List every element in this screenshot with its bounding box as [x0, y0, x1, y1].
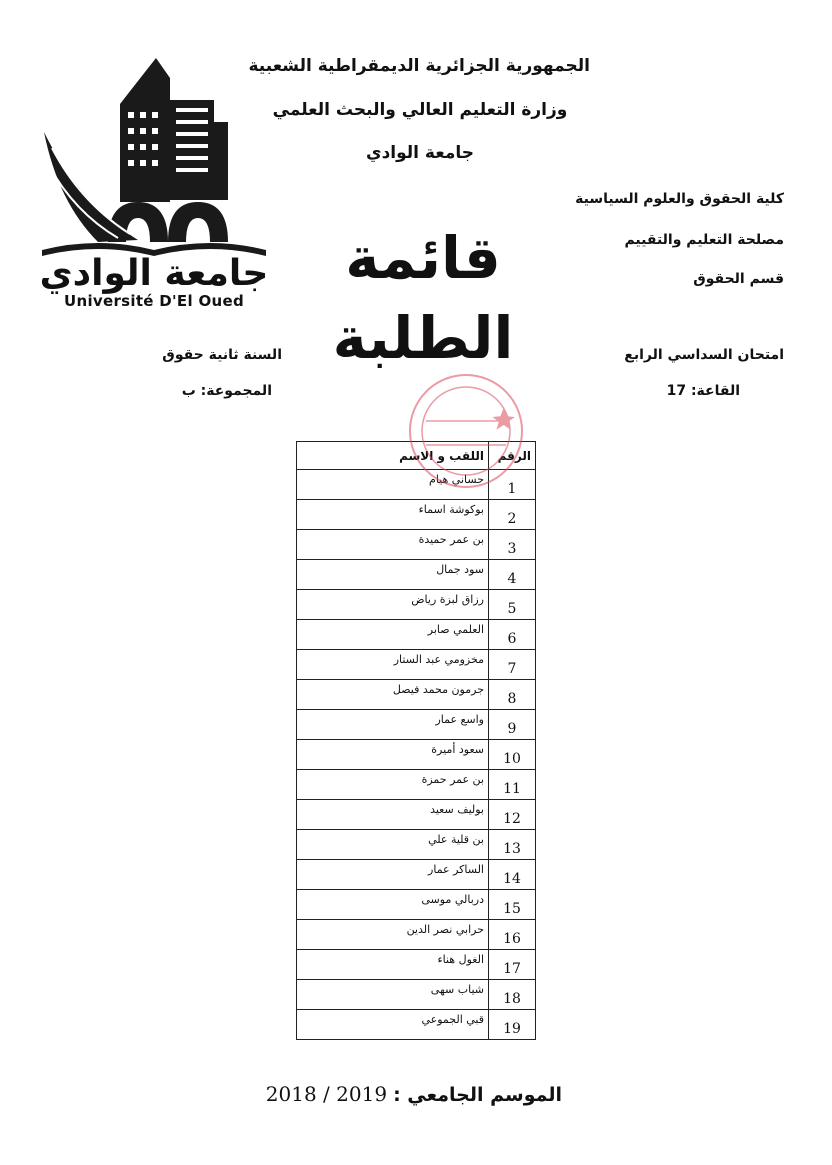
exam-name: امتحان السداسي الرابع [624, 347, 784, 363]
row-number: 1 [489, 470, 536, 500]
table-row [297, 740, 536, 770]
student-name: الساكر عمار [297, 860, 489, 890]
student-name: بن عمر حميدة [297, 530, 489, 560]
students-table [296, 441, 536, 1040]
row-number: 10 [489, 740, 536, 770]
student-name: حرابي نصر الدين [297, 920, 489, 950]
table-row [297, 860, 536, 890]
logo-arabic-text: جامعة الوادي [39, 253, 269, 294]
season-years: 2019 / 2018 [265, 1082, 388, 1106]
level-name: السنة ثانية حقوق [162, 347, 282, 363]
student-name: حساني هيام [297, 470, 489, 500]
row-number: 16 [489, 920, 536, 950]
table-row [297, 560, 536, 590]
department-name: قسم الحقوق [693, 271, 784, 287]
table-row [297, 890, 536, 920]
student-name: بوكوشة اسماء [297, 500, 489, 530]
student-name: جرمون محمد فيصل [297, 680, 489, 710]
table-row [297, 980, 536, 1010]
table-row [297, 920, 536, 950]
student-name: بن عمر حمزة [297, 770, 489, 800]
row-number: 7 [489, 650, 536, 680]
republic-title: الجمهورية الجزائرية الديمقراطية الشعبية [248, 56, 590, 76]
table-row [297, 530, 536, 560]
table-row [297, 620, 536, 650]
student-name: قبي الجموعي [297, 1010, 489, 1040]
table-row [297, 680, 536, 710]
row-number: 2 [489, 500, 536, 530]
ministry-title: وزارة التعليم العالي والبحث العلمي [272, 100, 568, 120]
page-title: قائمة الطلبة [332, 224, 514, 372]
row-number: 6 [489, 620, 536, 650]
row-number: 17 [489, 950, 536, 980]
table-row [297, 590, 536, 620]
official-stamp [386, 365, 536, 495]
student-name: رزاق لبزة رياض [297, 590, 489, 620]
table-row [297, 710, 536, 740]
row-number: 14 [489, 860, 536, 890]
group-name: المجموعة: ب [181, 383, 272, 399]
university-title: جامعة الوادي [366, 143, 474, 163]
academic-season [265, 1082, 562, 1106]
student-name: سعود أميرة [297, 740, 489, 770]
row-number: 5 [489, 590, 536, 620]
student-name: العلمي صابر [297, 620, 489, 650]
table-row [297, 800, 536, 830]
table-row [297, 950, 536, 980]
student-name: الغول هناء [297, 950, 489, 980]
row-number: 4 [489, 560, 536, 590]
student-name: واسع عمار [297, 710, 489, 740]
row-number: 11 [489, 770, 536, 800]
student-name: سود جمال [297, 560, 489, 590]
season-label: الموسم الجامعي : [393, 1084, 562, 1106]
col-number-header: الرقم [489, 442, 536, 470]
student-name: شياب سهى [297, 980, 489, 1010]
faculty-name: كلية الحقوق والعلوم السياسية [575, 191, 784, 207]
table-row [297, 500, 536, 530]
table-row [297, 770, 536, 800]
col-name-header: اللقب و الاسم [297, 442, 489, 470]
table-row [297, 1010, 536, 1040]
logo-french-text: Université D'El Oued [64, 292, 244, 310]
student-name: دربالي موسى [297, 890, 489, 920]
row-number: 13 [489, 830, 536, 860]
service-name: مصلحة التعليم والتقييم [624, 232, 784, 248]
student-name: بن قلية علي [297, 830, 489, 860]
row-number: 8 [489, 680, 536, 710]
room-number: القاعة: 17 [666, 383, 740, 399]
student-name: مخزومي عبد الستار [297, 650, 489, 680]
row-number: 18 [489, 980, 536, 1010]
row-number: 9 [489, 710, 536, 740]
row-number: 12 [489, 800, 536, 830]
student-name: بوليف سعيد [297, 800, 489, 830]
row-number: 3 [489, 530, 536, 560]
table-row [297, 830, 536, 860]
row-number: 19 [489, 1010, 536, 1040]
table-row [297, 650, 536, 680]
row-number: 15 [489, 890, 536, 920]
